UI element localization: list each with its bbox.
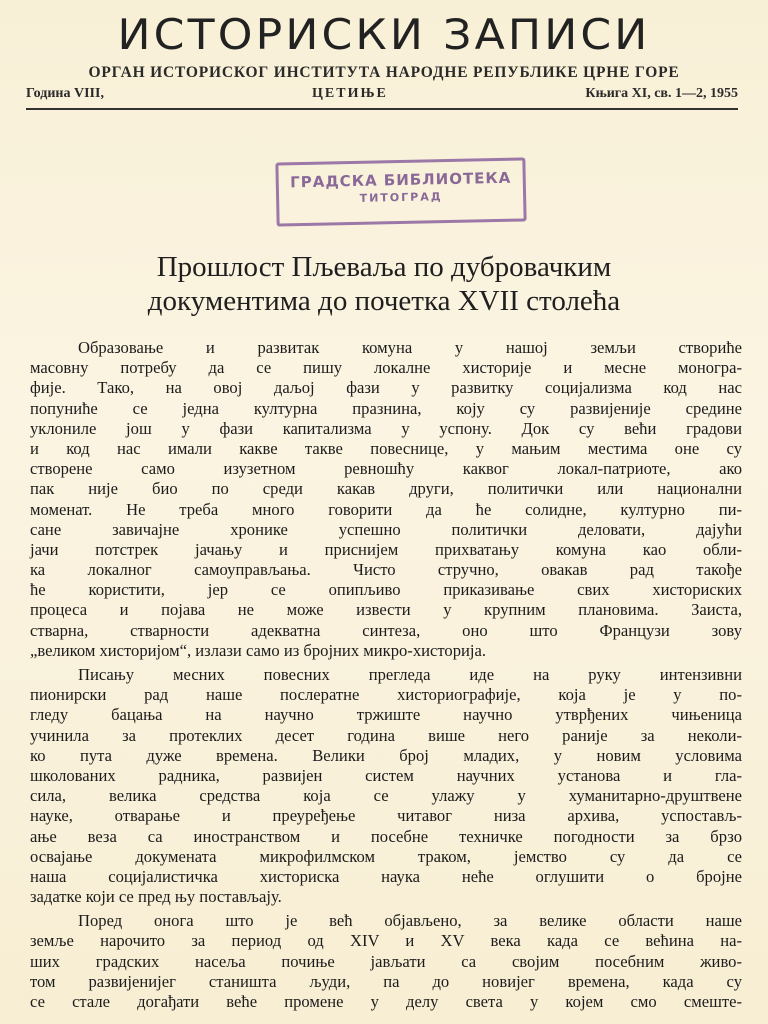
text-line: „великом хисторијом“, излази само из бројних микро-хисторија. [30, 640, 486, 660]
text-line: ање веза са иностранством и посебне техничке погодности за брзо [30, 826, 742, 846]
paragraph [30, 665, 742, 907]
text-line: гледу бацања на научно тржиште научно утврђених чињеница [30, 705, 742, 725]
article-title [30, 250, 738, 318]
paragraph [30, 911, 742, 1012]
year-label: Година VIII, [26, 86, 104, 101]
text-line: наша социјалистичка хисториска наука неће оглушити о бројне [30, 866, 742, 886]
text-line: пионирски рад наше послератне хисториографије, која је у по- [30, 685, 742, 705]
text-line: Поред онога што је већ објављено, за велике области наше [78, 911, 742, 931]
text-line: јачи потстрек јачању и приснијем прихватању комуна као обли- [30, 539, 742, 559]
text-line: масовну потребу да се пишу локалне хисторије и месне моногра- [30, 358, 742, 378]
text-line: земље нарочито за период од XIV и XV века када се већина на- [30, 931, 742, 951]
stamp-line-2: ТИТОГРАД [359, 190, 443, 205]
stamp-line-1: ГРАДСКА БИБЛИОТЕКА [290, 168, 512, 192]
text-line: науке, отварање и преуређење читавог низа архива, успостављ- [30, 806, 742, 826]
paragraph [30, 338, 742, 661]
text-line: пак није био по среди какав други, политички или национални [30, 479, 742, 499]
text-line: ће користити, јер се опипљиво приказивање свих хисториских [30, 580, 742, 600]
text-line: освајање докумената микрофилмском траком, јемство су да се [30, 846, 742, 866]
text-line: се стале догађати веће промене у делу света у којем смо смеште- [30, 992, 742, 1011]
volume-label: Књига XI, св. 1—2, 1955 [585, 86, 738, 101]
text-line: Образовање и развитак комуна у нашој земљи створиће [78, 338, 742, 357]
text-line: попуниће се једна културна празнина, коју су развијеније средине [30, 398, 742, 418]
text-line: Писању месних повесних прегледа иде на руку интензивни [78, 665, 742, 684]
text-line: учинила за протеклих десет година више него раније за неколи- [30, 725, 742, 745]
text-line: моменат. Не треба много говорити да ће солидне, културно пи- [30, 499, 742, 519]
text-line: уклониле још у фази капитализма у успону. Док су већи градови [30, 418, 742, 438]
text-line: школованих радника, развијен систем научних установа и гла- [30, 765, 742, 785]
masthead-info-row [26, 86, 738, 108]
journal-title: ИСТОРИСКИ ЗАПИСИ [117, 10, 651, 59]
text-line: задатке који се пред њу постављају. [30, 887, 282, 907]
text-line: и код нас имали какве такве повеснице, у мањим местима оне су [30, 438, 742, 458]
text-line: ка локалног самоуправљања. Чисто стручно, овакав рад такође [30, 560, 742, 580]
text-line: ших градских насеља почиње јављати са својим посебним живо- [30, 951, 742, 971]
text-line: сила, велика средства која се улажу у хуманитарно-друштвене [30, 786, 742, 806]
journal-subtitle: ОРГАН ИСТОРИСКОГ ИНСТИТУТА НАРОДНЕ РЕПУБЛИКЕ ЦРНЕ ГОРЕ [88, 64, 680, 81]
library-stamp [275, 157, 526, 226]
article-title-line-1: Прошлост Пљеваља по дубровачким [156, 251, 612, 283]
text-line: процеса и појава не може извести у крупним плановима. Заиста, [30, 600, 742, 620]
article-body [30, 338, 742, 1016]
article-title-line-2: документима до почетка XVII столећа [147, 285, 621, 317]
text-line: стварна, стварности адекватна синтеза, оно што Французи зову [30, 620, 742, 640]
text-line: створене само изузетном ревношћу каквог локал-патриоте, ако [30, 459, 742, 479]
city-label: ЦЕТИЊЕ [312, 86, 388, 101]
masthead-divider [26, 108, 738, 110]
text-line: ко пута дуже времена. Велики број младих, у новим условима [30, 745, 742, 765]
text-line: фије. Тако, на овој даљој фази у развитку социјализма код нас [30, 378, 742, 398]
text-line: сане завичајне хронике успешно политички деловати, дајући [30, 519, 742, 539]
text-line: том развијенијег станишта људи, па до новијег времена, када су [30, 971, 742, 991]
